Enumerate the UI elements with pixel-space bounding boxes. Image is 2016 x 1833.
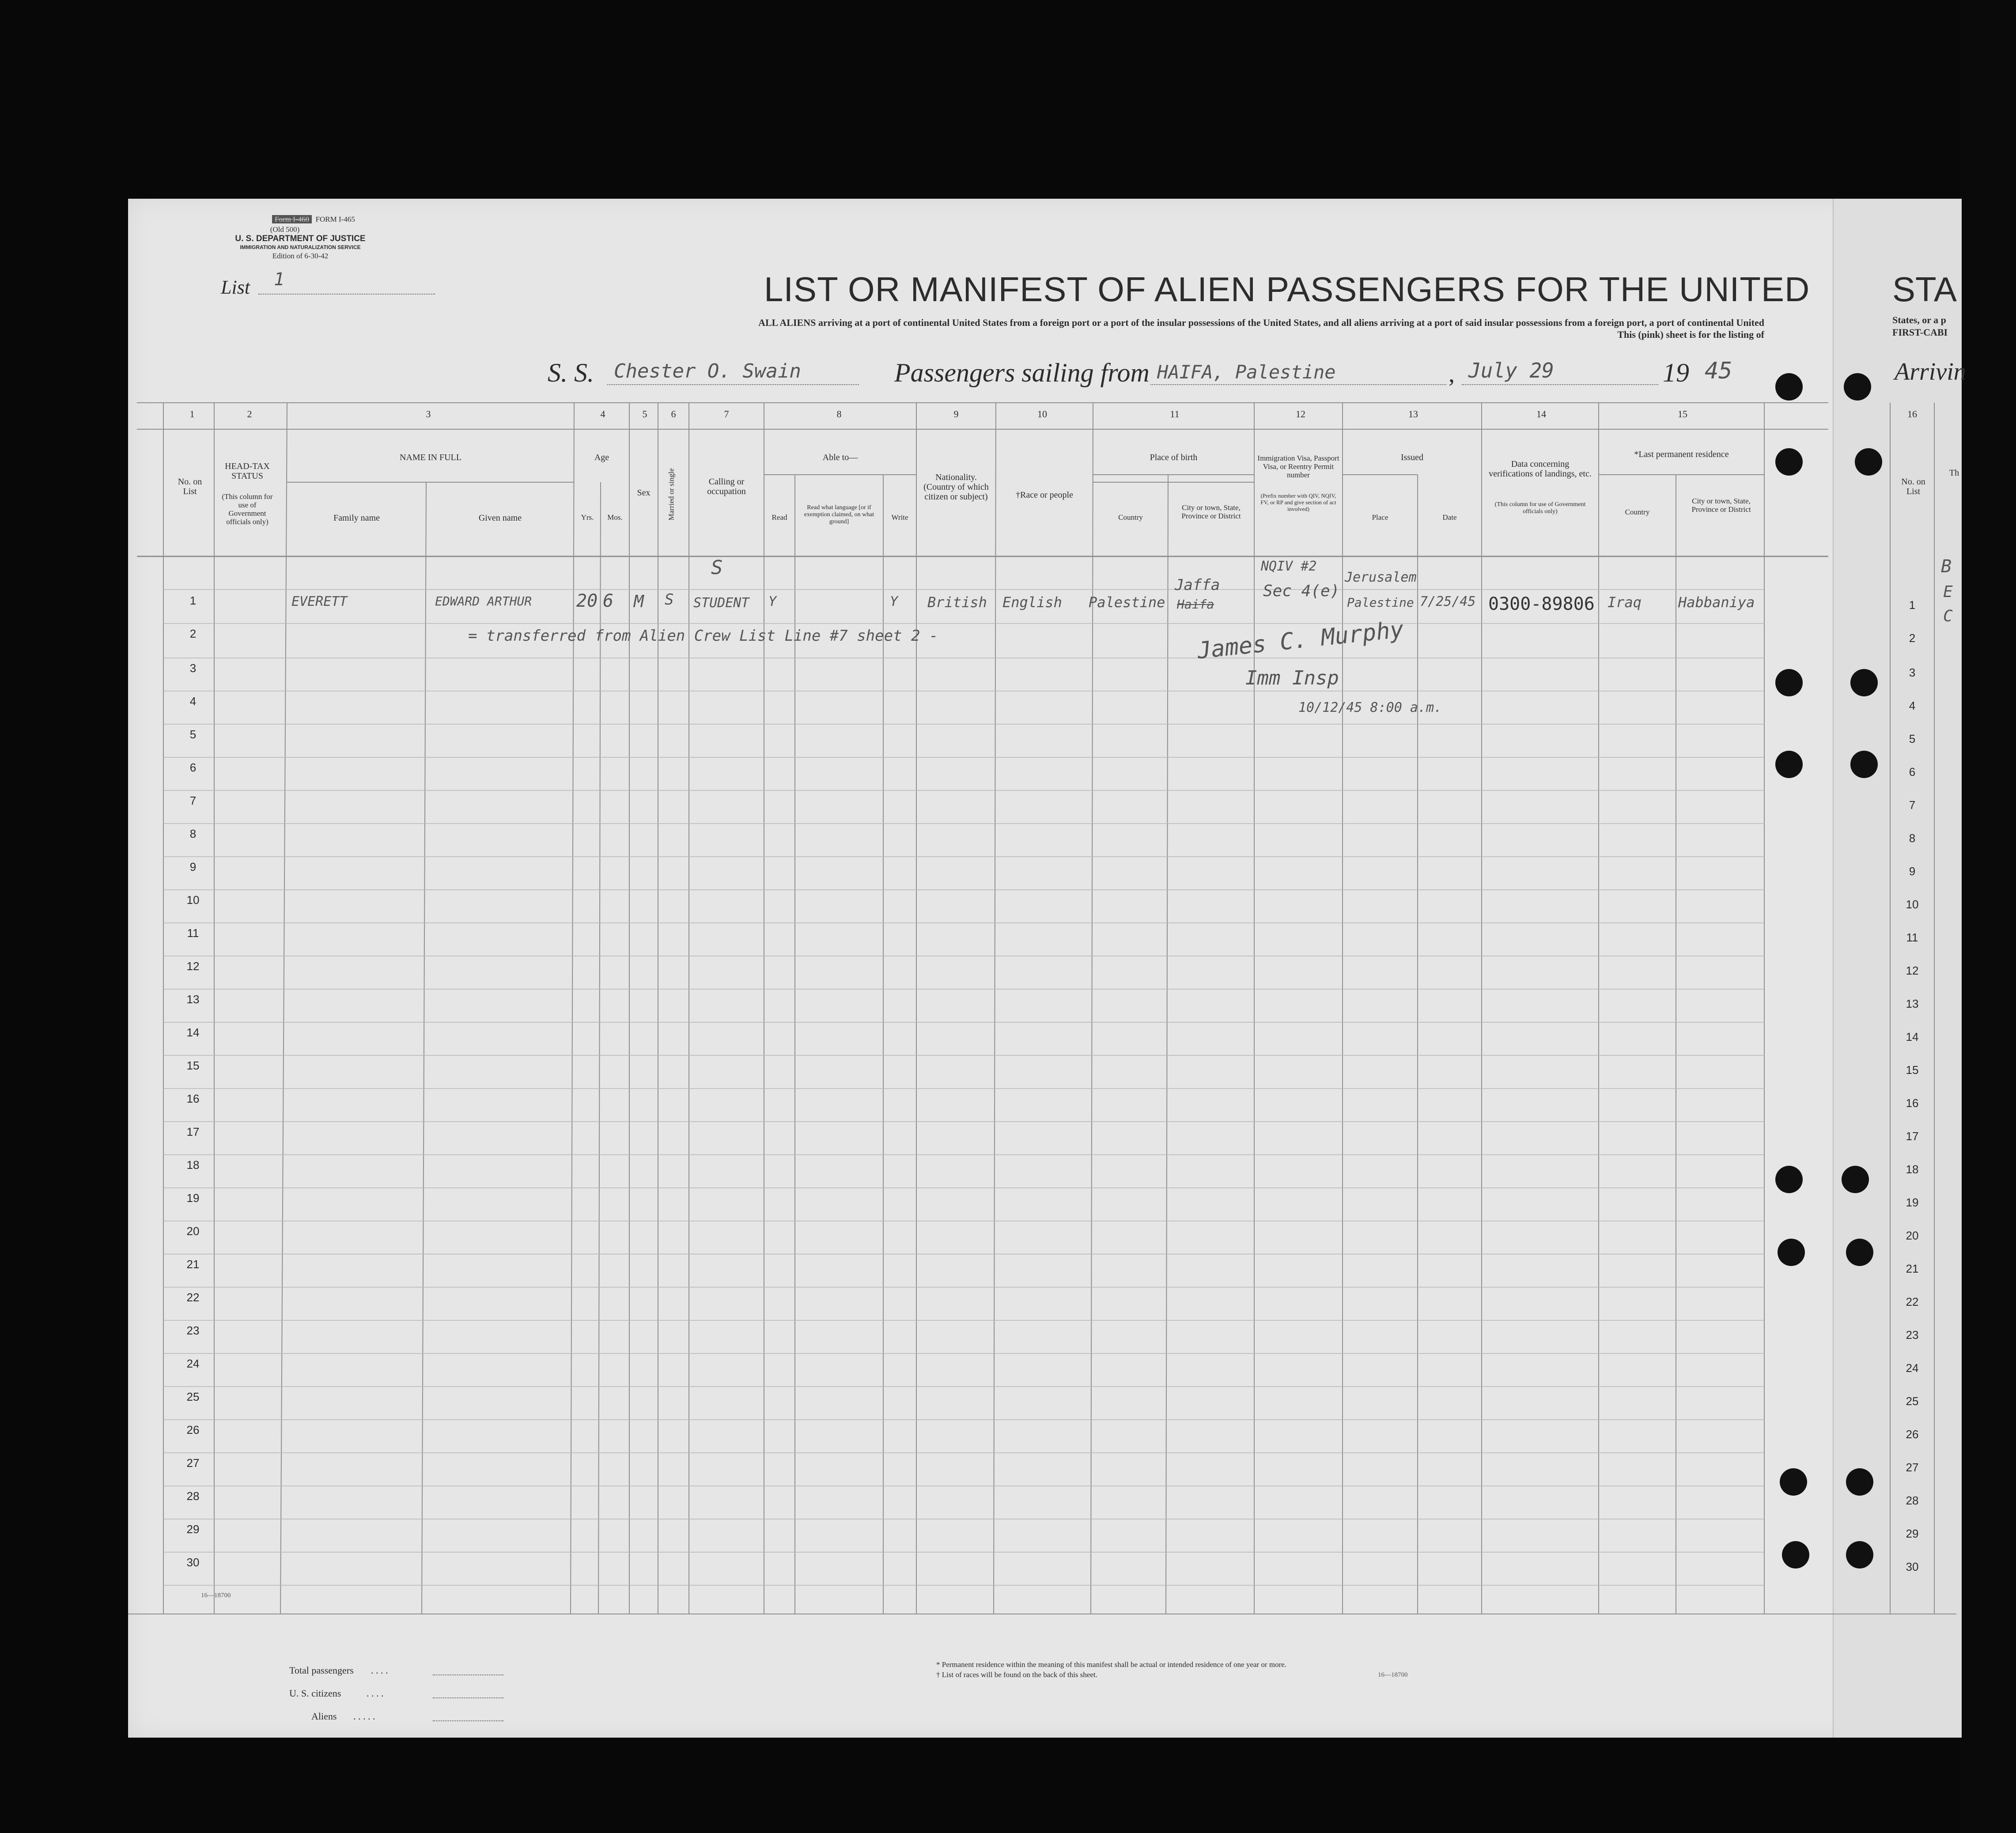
right-row-number: 17: [1906, 1130, 1919, 1143]
col-number: 6: [671, 408, 676, 420]
header-issued: Issued: [1400, 453, 1424, 462]
entry-write: Y: [890, 594, 898, 609]
entry-issued-date: 7/25/45: [1420, 594, 1476, 609]
header-country: Country: [1118, 513, 1143, 522]
header-landings: Data concerning verifications of landings, etc.: [1489, 459, 1592, 479]
header-mos: Mos.: [607, 513, 623, 522]
row-number: 13: [186, 993, 200, 1006]
row-number: 8: [189, 827, 197, 840]
entry-issued-place-2: Palestine: [1347, 595, 1414, 610]
entry-birth-country: Palestine: [1089, 594, 1165, 611]
header-sex: Sex: [637, 488, 651, 498]
row-number: 28: [186, 1489, 200, 1503]
binder-hole: [1846, 1541, 1873, 1568]
footer-dots: . . . . .: [353, 1711, 375, 1722]
row-number: 11: [187, 926, 199, 940]
binder-hole: [1775, 669, 1803, 696]
header-visa: Immigration Visa, Passport Visa, or Reentry Permit number: [1257, 454, 1339, 479]
right-row-number: 7: [1909, 798, 1916, 812]
ss-label: S. S.: [548, 358, 594, 387]
binder-hole: [1844, 373, 1871, 401]
binder-hole: [1850, 751, 1878, 778]
row-number: 15: [186, 1059, 200, 1072]
arriving-label: Arrivin: [1895, 358, 1966, 385]
row-number: 9: [189, 860, 197, 873]
entry-occupation-mark: S: [711, 556, 723, 579]
right-row-number: 28: [1906, 1494, 1919, 1507]
service: IMMIGRATION AND NATURALIZATION SERVICE: [240, 244, 361, 250]
title-continuation: STA: [1892, 270, 1957, 309]
transfer-note: = transferred from Alien Crew List Line #7 sheet 2 -: [468, 627, 938, 645]
inspector-signature: James C. Murphy: [1196, 616, 1405, 665]
right-row-number: 4: [1909, 699, 1916, 712]
footer-citizens-line: [433, 1697, 503, 1698]
entry-read: Y: [768, 594, 777, 609]
entry-family-name: EVERETT: [291, 594, 348, 609]
binder-hole: [1846, 1468, 1873, 1496]
row-number: 23: [186, 1324, 200, 1337]
binder-hole: [1775, 373, 1803, 401]
footer-printer-code: 16—18700: [1378, 1671, 1408, 1678]
header-name-in-full: NAME IN FULL: [400, 453, 461, 462]
subtitle: ALL ALIENS arriving at a port of continental United States from a foreign port or a port of the insular possessions of the United States, and all aliens arriving at a port of said insular possessions from a foreign port, a port of continental United: [758, 317, 1764, 328]
edition: Edition of 6-30-42: [272, 252, 329, 260]
header-last-residence: *Last permanent residence: [1634, 450, 1729, 459]
inspection-date: 10/12/45 8:00 a.m.: [1298, 700, 1442, 715]
entry-nationality: British: [927, 594, 987, 611]
right-row-number: 6: [1909, 765, 1916, 779]
header-married: Married or single: [667, 468, 676, 521]
right-row-number: 23: [1906, 1328, 1919, 1342]
header-city: City or town, State, Province or District: [1181, 503, 1241, 520]
footer-citizens-label: U. S. citizens: [289, 1688, 341, 1699]
right-row-number: 22: [1906, 1295, 1919, 1308]
row-number: 18: [186, 1158, 200, 1172]
page-title: LIST OR MANIFEST OF ALIEN PASSENGERS FOR THE UNITED: [764, 270, 1810, 309]
col-number: 12: [1296, 408, 1305, 420]
header-age: Age: [594, 453, 609, 462]
old-number: (Old 500): [270, 225, 300, 234]
header-race: †Race or people: [1016, 490, 1073, 500]
right-row-number: 29: [1906, 1527, 1919, 1540]
right-row-number: 11: [1906, 931, 1918, 944]
right-row-number: 20: [1906, 1229, 1919, 1242]
entry-marital: S: [665, 591, 674, 608]
header-given-name: Given name: [478, 513, 522, 523]
row-number: 22: [186, 1291, 200, 1304]
footer-note-residence: * Permanent residence within the meaning of this manifest shall be actual or intended residence of one year or more.: [936, 1660, 1287, 1669]
row-number: 3: [189, 661, 197, 675]
header-no-on-list: No. on List: [178, 477, 202, 496]
header-res-country: Country: [1625, 508, 1650, 516]
binder-hole: [1842, 1166, 1869, 1193]
binder-hole: [1850, 669, 1878, 696]
row-number: 2: [189, 627, 197, 640]
sailing-date: July 29: [1468, 359, 1554, 382]
col-number: 16: [1907, 408, 1917, 420]
col-number: 8: [836, 408, 842, 420]
header-read: Read: [772, 513, 787, 522]
binder-hole: [1775, 751, 1803, 778]
right-margin-note: B: [1941, 556, 1952, 577]
right-row-number: 15: [1906, 1063, 1919, 1077]
entry-race: English: [1002, 594, 1062, 611]
binder-hole: [1855, 448, 1882, 476]
header-landings-note: (This column for use of Government officials only): [1494, 501, 1586, 515]
header-right-partial: Th: [1949, 468, 1959, 478]
inspector-title: Imm Insp: [1245, 667, 1339, 689]
year-suffix: 45: [1705, 358, 1732, 384]
right-row-number: 9: [1909, 865, 1916, 878]
row-number: 10: [186, 893, 200, 907]
port: HAIFA, Palestine: [1157, 361, 1336, 383]
header-res-city: City or town, State, Province or District: [1691, 497, 1751, 514]
row-number: 7: [189, 794, 197, 807]
printer-code-bottom: 16—18700: [201, 1592, 231, 1599]
binder-hole: [1778, 1239, 1805, 1266]
entry-birth-city: Jaffa: [1175, 576, 1220, 594]
row-number: 27: [186, 1456, 200, 1470]
entry-visa: NQIV #2: [1261, 559, 1317, 574]
right-row-number: 8: [1909, 831, 1916, 845]
col-number: 4: [600, 408, 605, 420]
right-row-number: 25: [1906, 1395, 1919, 1408]
row-number: 30: [186, 1556, 200, 1569]
binder-hole: [1780, 1468, 1807, 1496]
comma: ,: [1449, 360, 1455, 388]
right-row-number: 10: [1906, 898, 1919, 911]
row-number: 5: [189, 728, 197, 741]
right-row-number: 2: [1909, 631, 1916, 645]
header-head-tax: HEAD-TAX STATUS: [225, 461, 270, 481]
footer-total-line: [433, 1674, 503, 1675]
col-number: 1: [189, 408, 195, 420]
right-margin-note: E: [1943, 583, 1953, 601]
header-family-name: Family name: [333, 513, 380, 523]
subtitle-2: This (pink) sheet is for the listing of: [1617, 329, 1764, 340]
sailing-label: Passengers sailing from: [894, 358, 1150, 387]
header-date: Date: [1442, 513, 1457, 522]
row-number: 12: [186, 960, 200, 973]
right-row-number: 19: [1906, 1196, 1919, 1209]
footer-total-label: Total passengers: [289, 1665, 354, 1676]
header-head-tax-note: (This column for use of Government officials only): [222, 492, 273, 526]
right-row-number: 18: [1906, 1163, 1919, 1176]
header-place-of-birth: Place of birth: [1150, 453, 1198, 462]
right-row-number: 21: [1906, 1262, 1919, 1275]
col-number: 5: [642, 408, 647, 420]
header-write: Write: [891, 513, 908, 522]
list-number: 1: [274, 269, 285, 290]
row-number: 16: [186, 1092, 200, 1105]
right-row-number: 3: [1909, 666, 1916, 679]
binder-hole: [1775, 1166, 1803, 1193]
row-number: 14: [186, 1026, 200, 1039]
entry-sex: M: [634, 592, 644, 611]
row-number: 4: [189, 695, 197, 708]
col-number: 2: [247, 408, 252, 420]
right-row-number: 30: [1906, 1560, 1919, 1573]
entry-occupation: STUDENT: [693, 595, 749, 611]
header-visa-note: (Prefix number with QIV, NQIV, FV, or RP and give section of act involved): [1260, 492, 1336, 512]
year-prefix: 19: [1663, 358, 1689, 387]
row-number: 29: [186, 1523, 200, 1536]
col-number: 14: [1536, 408, 1546, 420]
col-number: 10: [1037, 408, 1047, 420]
right-row-number: 1: [1909, 598, 1916, 612]
list-label: List: [221, 276, 250, 298]
header-calling: Calling or occupation: [707, 477, 746, 496]
col-number: 13: [1408, 408, 1418, 420]
form-id: Form I-460 FORM I-465: [247, 215, 380, 223]
right-row-number: 16: [1906, 1096, 1919, 1110]
entry-res-country: Iraq: [1608, 594, 1642, 611]
col-number: 3: [426, 408, 431, 420]
entry-age-yrs: 20: [576, 591, 598, 611]
row-number: 25: [186, 1390, 200, 1403]
col-number: 15: [1678, 408, 1687, 420]
entry-given-name: EDWARD ARTHUR: [435, 594, 532, 608]
right-row-number: 26: [1906, 1428, 1919, 1441]
right-row-number: 24: [1906, 1361, 1919, 1375]
row-number: 21: [186, 1258, 200, 1271]
right-row-number: 5: [1909, 732, 1916, 745]
right-subtitle-1: States, or a p: [1892, 314, 1946, 325]
header-right-no-on-list: No. on List: [1901, 477, 1925, 496]
entry-visa-section: Sec 4(e): [1263, 582, 1340, 600]
footer-aliens-line: [433, 1720, 503, 1721]
entry-birth-city-struck: Haifa: [1177, 597, 1214, 612]
entry-landing-data: 0300-89806: [1488, 594, 1595, 614]
entry-age-mos: 6: [603, 591, 614, 611]
row-number: 6: [189, 761, 197, 774]
header-read-language: Read what language [or if exemption claimed, on what ground]: [804, 504, 874, 525]
ship-name: Chester O. Swain: [614, 360, 801, 382]
col-number: 11: [1170, 408, 1180, 420]
row-number: 19: [186, 1191, 200, 1205]
header-place: Place: [1372, 513, 1388, 522]
footer-note-races: † List of races will be found on the back of this sheet.: [936, 1670, 1097, 1679]
row-number: 17: [186, 1125, 200, 1138]
binder-hole: [1782, 1541, 1809, 1568]
right-subtitle-2: FIRST-CABI: [1892, 327, 1948, 338]
col-number: 7: [724, 408, 729, 420]
row-number: 24: [186, 1357, 200, 1370]
header-able-to: Able to—: [822, 453, 858, 462]
right-row-number: 13: [1906, 997, 1919, 1010]
header-nationality: Nationality. (Country of which citizen or subject): [923, 472, 989, 502]
binder-hole: [1846, 1239, 1873, 1266]
right-row-number: 12: [1906, 964, 1919, 977]
entry-res-city: Habbaniya: [1678, 594, 1755, 611]
row-number: 1: [189, 594, 197, 607]
col-number: 9: [953, 408, 959, 420]
right-row-number: 14: [1906, 1030, 1919, 1043]
footer-aliens-label: Aliens: [311, 1711, 337, 1722]
row-number: 26: [186, 1423, 200, 1436]
right-row-number: 27: [1906, 1461, 1919, 1474]
row-number: 20: [186, 1225, 200, 1238]
right-margin-note: C: [1943, 607, 1953, 625]
binder-hole: [1775, 448, 1803, 476]
entry-issued-place: Jerusalem: [1345, 570, 1417, 585]
footer-dots: . . . .: [367, 1688, 384, 1699]
header-yrs: Yrs.: [581, 513, 594, 522]
department: U. S. DEPARTMENT OF JUSTICE: [235, 234, 366, 243]
footer-dots: . . . .: [371, 1665, 388, 1676]
